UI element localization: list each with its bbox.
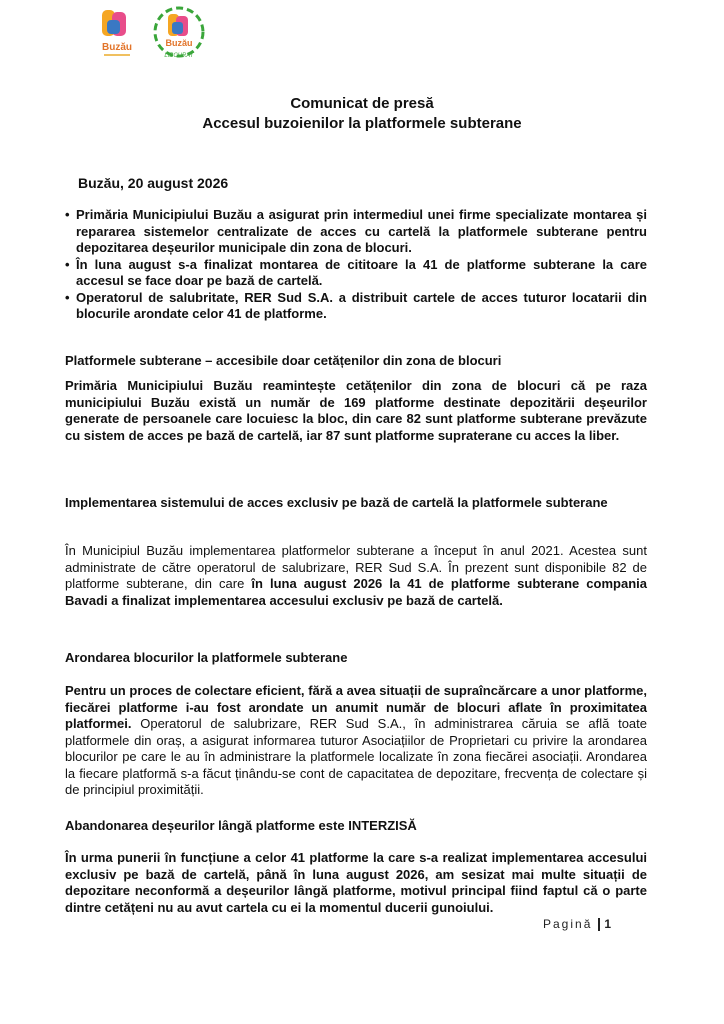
section3-body-plain: Operatorul de salubrizare, RER Sud S.A., în administrarea căruia se află toate platformele din oraș, a asigurat informarea tuturor Asociațiilor de Proprietari cu privire la arondarea blocurilor pe care le au în administrare la platformele localizate în zona fiecărei asociații. Arondarea la fiecare platformă s-a făcut ținându-se cont de capacitatea de depozitare, frecvența de colectare și de principiul proximității.	[65, 716, 647, 797]
section2-heading: Implementarea sistemului de acces exclusiv pe bază de cartelă la platformele subterane	[65, 495, 608, 510]
section3-body-bold: Pentru un proces de colectare eficient, fără a avea situații de supraîncărcare a unor platforme, fiecărei platforme i-au fost arondate un anumit număr de blocuri aflate în proximitatea platformei.	[65, 683, 647, 731]
page-number: 1	[604, 917, 612, 931]
section4-heading	[65, 818, 647, 835]
logo2-text: Buzău	[165, 38, 193, 48]
page-footer	[543, 917, 611, 931]
title-line-2: Accesul buzoienilor la platformele subterane	[202, 115, 522, 132]
section2-body-plain: În Municipiul Buzău implementarea platformelor subterane a început în anul 2021. Acestea sunt administrate de către operatorul de salubrizare, RER Sud S.A. În prezent sunt disponibile 82 de platforme subterane, din care	[65, 543, 647, 591]
page-label: Pagină	[543, 917, 593, 931]
section1-heading: Platformele subterane – accesibile doar cetățenilor din zona de blocuri	[65, 353, 502, 368]
summary-bullets	[65, 207, 647, 323]
bullet-item: • Primăria Municipiului Buzău a asigurat prin intermediul unei firme specializate montarea și repararea sistemelor centralizate de acces cu cartelă la platformele subterane pentru depozitarea deșeurilor municipale din zona de blocuri.	[65, 207, 647, 257]
dateline: Buzău, 20 august 2026	[78, 175, 229, 191]
logo2-subtext: LIBCURAT	[164, 53, 194, 59]
section3-body	[65, 683, 647, 799]
section4-body: În urma punerii în funcțiune a celor 41 platforme la care s-a realizat implementarea accesului exclusiv pe bază de cartelă, până în luna august 2026, am sesizat mai multe situații de depozitare neconformă a deșeurilor lângă platforme, motivul principal fiind faptul că o parte dintre cetățeni nu au avut cartela cu ei la momentul ducerii gunoiului.	[65, 850, 647, 915]
section4-heading-text: Abandonarea deșeurilor lângă platforme este	[65, 818, 349, 833]
section4-heading-caps: INTERZISĂ	[348, 818, 417, 833]
page-separator	[598, 918, 600, 931]
header-logos	[92, 6, 222, 62]
press-release-title	[0, 94, 724, 134]
title-line-1: Comunicat de presă	[290, 95, 434, 112]
buzau-curat-logo	[146, 6, 212, 62]
buzau-city-logo	[92, 6, 142, 62]
logo1-text: Buzău	[102, 42, 132, 53]
section3-heading: Arondarea blocurilor la platformele subterane	[65, 650, 348, 665]
section2-body-bold: în luna august 2026 la 41 de platforme subterane compania Bavadi a finalizat implementarea accesului exclusiv pe bază de cartelă.	[65, 576, 647, 608]
bullet-item: • În luna august s-a finalizat montarea de cititoare la 41 de platforme subterane la care accesul se face doar pe bază de cartelă.	[65, 257, 647, 290]
section2-body	[65, 543, 647, 609]
section1-body: Primăria Municipiului Buzău reamintește cetățenilor din zona de blocuri că pe raza municipiului Buzău există un număr de 169 platforme destinate depozitării deșeurilor generate de persoanele care locuiesc la bloc, din care 82 sunt platforme subterane prevăzute cu sistem de acces pe bază de cartelă, iar 87 sunt platforme supraterane cu acces la liber.	[65, 378, 647, 443]
bullet-item: • Operatorul de salubritate, RER Sud S.A. a distribuit cartele de acces tuturor locatarii din blocurile arondate celor 41 de platforme.	[65, 290, 647, 323]
